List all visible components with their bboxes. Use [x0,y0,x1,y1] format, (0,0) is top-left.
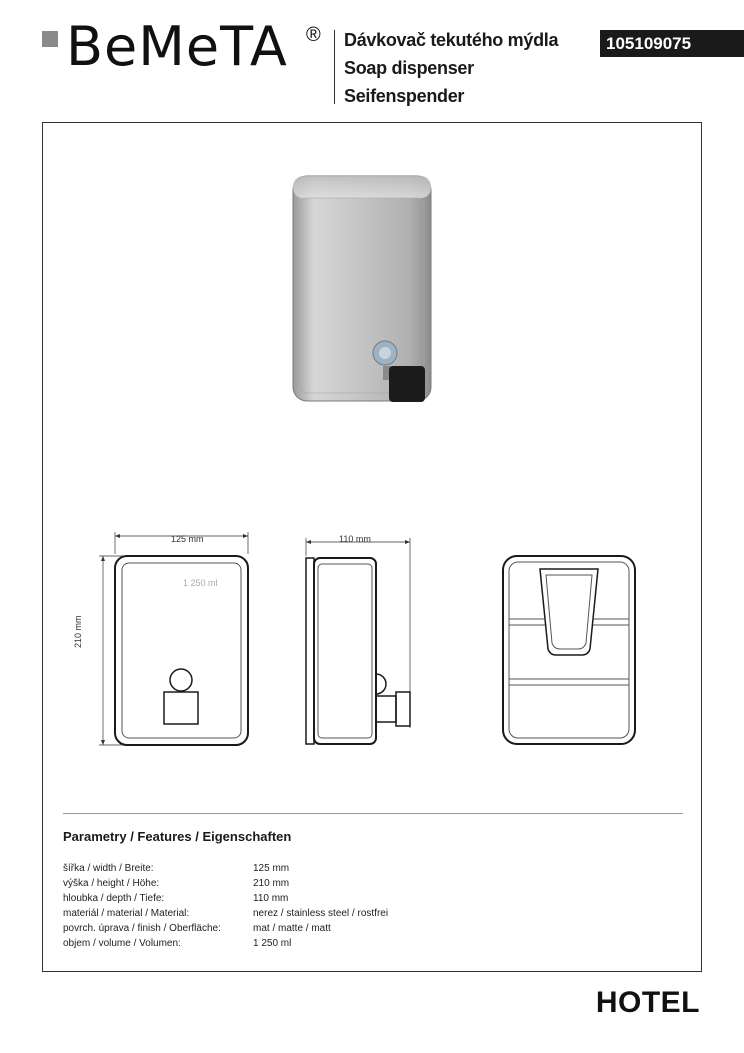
feature-row-finish [63,921,388,936]
logo-text: BeMeTA [66,15,288,78]
title-divider [334,30,335,104]
brand-logo [42,15,332,78]
feature-row-height [63,876,388,891]
feature-value: nerez / stainless steel / rostfrei [253,908,389,919]
back-view-drawing [498,553,638,753]
feature-row-depth [63,891,388,906]
product-name-de: Seifenspender [344,86,465,106]
feature-label: výška / height / Höhe: [63,878,160,889]
volume-window-label: 1 250 ml [183,578,218,588]
depth-dimension-label: 110 mm [339,534,371,544]
feature-label: šířka / width / Breite: [63,863,154,874]
features-divider [63,813,683,814]
feature-label: objem / volume / Volumen: [63,938,181,949]
side-view-drawing [288,528,428,758]
front-view-drawing [93,528,263,758]
width-dimension-label: 125 mm [171,534,204,544]
features-table [63,861,388,951]
product-code-badge: 105109075 [600,30,744,57]
feature-row-volume [63,936,388,951]
logo-square-icon [42,31,58,47]
product-name-cs: Dávkovač tekutého mýdla [344,30,559,50]
product-sheet-frame [42,122,702,972]
registered-mark: ® [306,24,321,46]
product-titles [344,26,558,110]
height-dimension-label: 210 mm [73,615,83,648]
feature-value: 110 mm [253,893,289,904]
feature-row-material [63,906,388,921]
feature-label: povrch. úprava / finish / Oberfläche: [63,923,221,934]
feature-label: hloubka / depth / Tiefe: [63,893,165,904]
feature-value: 210 mm [253,878,290,889]
feature-label: materiál / material / Material: [63,908,190,919]
product-photo-image [288,168,448,448]
category-label: HOTEL [595,986,700,1019]
feature-value: 125 mm [253,863,290,874]
feature-value: 1 250 ml [253,938,292,949]
feature-row-width [63,861,388,876]
features-title: Parametry / Features / Eigenschaften [63,829,292,844]
product-name-en: Soap dispenser [344,58,474,78]
feature-value: mat / matte / matt [253,923,331,934]
